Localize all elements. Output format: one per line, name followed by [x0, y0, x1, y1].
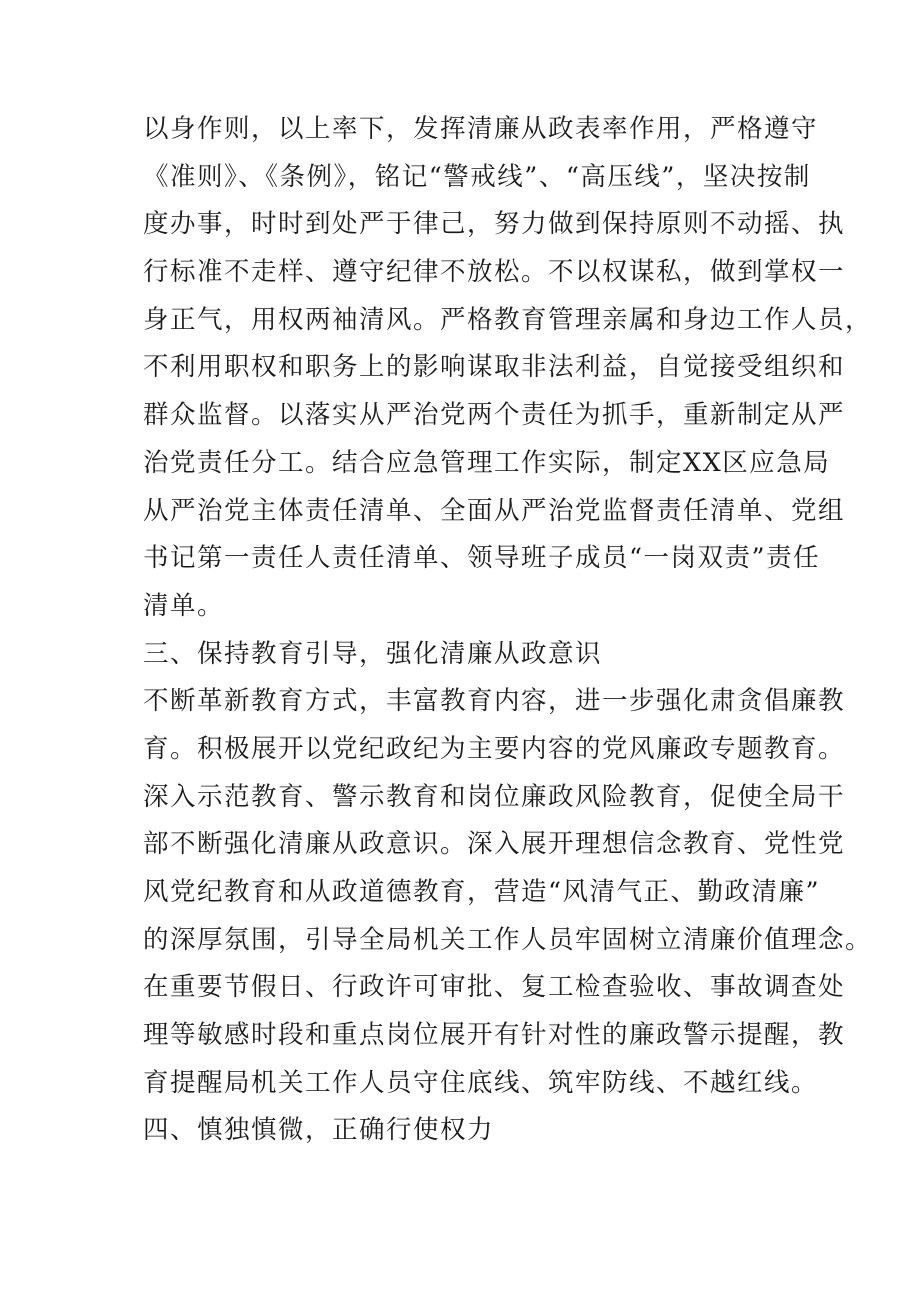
text-line: 四、慎独慎微，正确行使权力: [143, 1115, 495, 1146]
text-line: 从严治党主体责任清单、全面从严治党监督责任清单、党组: [143, 495, 846, 526]
text-line: 度办事，时时到处严于律己，努力做到保持原则不动摇、执: [143, 209, 846, 240]
text-line: 治党责任分工。结合应急管理工作实际，制定XX区应急局: [143, 447, 831, 478]
text-line: 三、保持教育引导，强化清廉从政意识: [143, 638, 603, 669]
text-line: 部不断强化清廉从政意识。深入展开理想信念教育、党性党: [143, 829, 846, 860]
text-line: 书记第一责任人责任清单、领导班子成员“一岗双责”责任: [143, 543, 821, 574]
text-line: 行标准不走样、遵守纪律不放松。不以权谋私，做到掌权一: [143, 257, 846, 288]
text-line: 《准则》、《条例》，铭记“警戒线”、“高压线”，坚决按制: [143, 161, 811, 192]
text-line: 以身作则，以上率下，发挥清廉从政表率作用，严格遵守: [143, 114, 819, 144]
text-line: 在重要节假日、行政许可审批、复工检查验收、事故调查处: [143, 972, 846, 1003]
text-line: 育。积极展开以党纪政纪为主要内容的党风廉政专题教育。: [143, 733, 846, 764]
text-line: 不断革新教育方式，丰富教育内容，进一步强化肃贪倡廉教: [143, 686, 846, 717]
text-line: 深入示范教育、警示教育和岗位廉政风险教育，促使全局干: [143, 781, 846, 812]
text-line: 风党纪教育和从政道德教育，营造“风清气正、勤政清廉”: [143, 877, 821, 907]
text-line: 清单。: [143, 590, 225, 621]
text-line: 育提醒局机关工作人员守住底线、筑牢防线、不越红线。: [143, 1067, 819, 1098]
text-line: 理等敏感时段和重点岗位展开有针对性的廉政警示提醒，教: [143, 1020, 846, 1051]
text-line: 的深厚氛围，引导全局机关工作人员牢固树立清廉价值理念。: [143, 924, 873, 955]
text-line: 群众监督。以落实从严治党两个责任为抓手，重新制定从严: [143, 400, 846, 431]
document-body: [143, 106, 873, 1155]
text-line: 不利用职权和职务上的影响谋取非法利益，自觉接受组织和: [143, 352, 846, 383]
text-line: 身正气，用权两袖清风。严格教育管理亲属和身边工作人员，: [143, 304, 873, 335]
